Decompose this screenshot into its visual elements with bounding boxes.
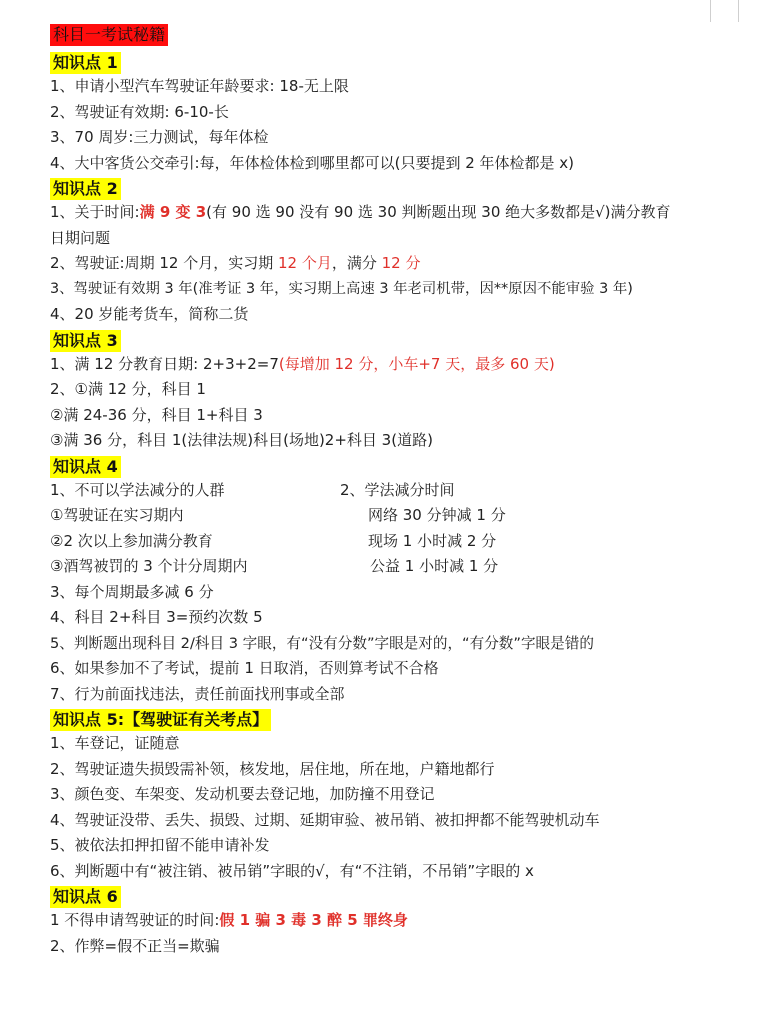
section-6-line-2: 2、作弊=假不正当=欺骗: [50, 936, 220, 955]
section-5-line-1: 1、车登记，证随意: [50, 734, 180, 752]
section-4-left-column: [50, 478, 340, 580]
right-line: 公益 1 小时减 1 分: [370, 557, 499, 575]
right-line: 现场 1 小时减 2 分: [368, 531, 497, 550]
right-line: 网络 30 分钟减 1 分: [368, 506, 506, 524]
section-6-heading: 知识点 6: [50, 886, 121, 908]
section-4-heading: 知识点 4: [50, 456, 121, 478]
left-line: ③酒驾被罚的 3 个计分周期内: [50, 557, 248, 575]
section-5-line-2: 2、驾驶证遗失损毁需补领，核发地，居住地，所在地，户籍地都行: [50, 759, 495, 778]
highlight-text: (每增加 12 分，小车+7 天，最多 60 天): [278, 354, 555, 373]
section-2-line-1-cont: 日期问题: [50, 228, 111, 247]
section-1-line-3: 3、70 周岁:三力测试，每年体检: [50, 128, 269, 146]
section-5: [50, 709, 755, 884]
section-1-line-1: 1、申请小型汽车驾驶证年龄要求: 18-无上限: [50, 77, 349, 95]
section-4: [50, 456, 755, 708]
section-1-line-4: 4、大中客货公交牵引:每，年体检体检到哪里都可以(只要提到 2 年体检都是 x): [50, 153, 575, 172]
section-3-line-1: [50, 352, 755, 378]
highlight-text: 满 9 变 3: [139, 203, 207, 221]
section-2: [50, 178, 755, 328]
highlight-text: 假 1 骗 3 毒 3 醉 5 罪终身: [219, 911, 408, 929]
section-5-heading: 知识点 5:【驾驶证有关考点】: [50, 709, 271, 731]
section-2-line-1: [50, 200, 755, 226]
line-text: (有 90 选 90 没有 90 选 30 判断题出现 30 绝大多数都是√)满分教育: [206, 203, 671, 221]
section-5-line-5: 5、被依法扣押扣留不能申请补发: [50, 836, 270, 854]
left-line: 1、不可以学法减分的人群: [50, 480, 225, 499]
section-1-heading: 知识点 1: [50, 52, 121, 74]
section-3-heading: 知识点 3: [50, 330, 121, 352]
section-4-line-5: 5、判断题出现科目 2/科目 3 字眼，有“没有分数”字眼是对的，“有分数”字眼是错的: [50, 634, 594, 652]
section-3-line-3: ②满 24-36 分，科目 1+科目 3: [50, 405, 263, 424]
left-line: ②2 次以上参加满分教育: [50, 531, 213, 550]
line-text: 1、满 12 分教育日期: 2+3+2=7: [50, 354, 279, 373]
section-4-line-7: 7、行为前面找违法，责任前面找刑事或全部: [50, 684, 345, 703]
section-2-line-3: 3、驾驶证有效期 3 年(准考证 3 年，实习期上高速 3 年老司机带，因**原因不能审验 3 年): [50, 280, 633, 297]
section-5-line-3: 3、颜色变、车架变、发动机要去登记地，加防撞不用登记: [50, 785, 435, 803]
section-2-heading: 知识点 2: [50, 178, 121, 200]
document-title: 科目一考试秘籍: [50, 24, 168, 46]
section-4-columns: [50, 478, 755, 580]
section-1: [50, 52, 755, 176]
section-4-line-6: 6、如果参加不了考试，提前 1 日取消，否则算考试不合格: [50, 659, 439, 677]
section-1-line-2: 2、驾驶证有效期: 6-10-长: [50, 102, 229, 121]
section-4-right-column: [340, 478, 506, 580]
section-4-line-3: 3、每个周期最多减 6 分: [50, 582, 214, 601]
line-text: 2、驾驶证:周期 12 个月，实习期: [50, 254, 278, 272]
line-text: ，满分: [331, 254, 382, 272]
section-3: [50, 330, 755, 454]
section-6-line-1: [50, 908, 755, 934]
highlight-text: 12 个月: [278, 254, 332, 272]
right-line: 2、学法减分时间: [340, 480, 455, 499]
section-2-line-4: 4、20 岁能考货车，简称二货: [50, 305, 249, 323]
section-3-line-4: ③满 36 分，科目 1(法律法规)科目(场地)2+科目 3(道路): [50, 431, 433, 449]
document-body: [50, 24, 755, 959]
section-2-line-2: [50, 251, 755, 277]
highlight-text: 12 分: [381, 254, 421, 272]
section-4-line-4: 4、科目 2+科目 3=预约次数 5: [50, 608, 263, 626]
section-5-line-6: 6、判断题中有“被注销、被吊销”字眼的√，有“不注销，不吊销”字眼的 x: [50, 861, 534, 880]
section-3-line-2: 2、①满 12 分，科目 1: [50, 380, 206, 398]
section-6: [50, 886, 755, 959]
line-text: 1、关于时间:: [50, 203, 140, 221]
section-5-line-4: 4、驾驶证没带、丢失、损毁、过期、延期审验、被吊销、被扣押都不能驾驶机动车: [50, 810, 600, 829]
left-line: ①驾驶证在实习期内: [50, 506, 184, 524]
line-text: 1 不得申请驾驶证的时间:: [50, 911, 220, 929]
